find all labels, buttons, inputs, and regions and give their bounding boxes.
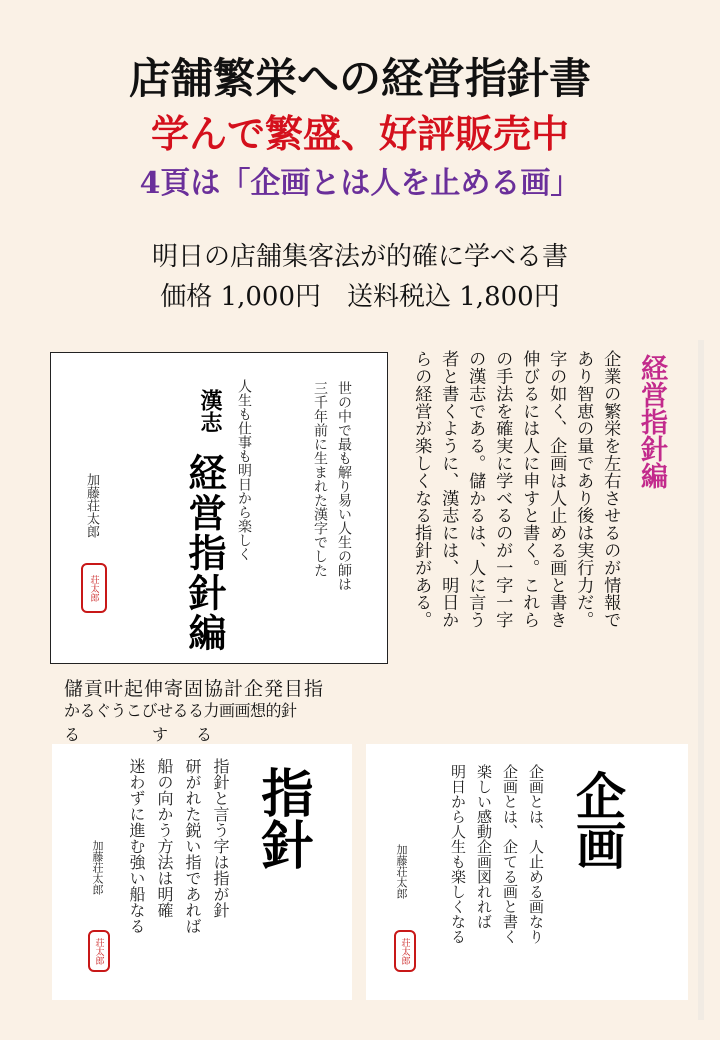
essay-title: 経営指針編 bbox=[636, 354, 667, 489]
page-description: 明日の店舗集客法が的確に学べる書 bbox=[151, 242, 568, 272]
essay-column: 字の如く、企画は人止める画と書き bbox=[546, 350, 567, 629]
essay-column: 者と書くように、漢志には、明日か bbox=[438, 350, 459, 629]
essay-column: らの経営が楽しくなる指針がある。 bbox=[411, 350, 432, 629]
essay-column: あり智恵の量であり後は実行力だ。 bbox=[573, 350, 594, 629]
main-card-line-3: 人生も仕事も明日から楽しく bbox=[236, 379, 252, 561]
price-line: 価格 1,000円 送料税込 1,800円 bbox=[160, 282, 560, 312]
edge-shadow bbox=[698, 340, 704, 1020]
shishin-card bbox=[52, 744, 352, 1000]
page-title: 店舗繁栄への経営指針書 bbox=[128, 54, 591, 103]
glossary-row-1: 儲貢叶起伸寄固協計企発目指 bbox=[64, 678, 325, 700]
main-card-seal: 荘太郎 bbox=[81, 563, 107, 613]
kikaku-big: 企画 bbox=[568, 770, 627, 870]
shishin-line: 船の向かう方法は明確 bbox=[155, 758, 174, 918]
kikaku-line: 企画とは、企てる画と書く bbox=[501, 764, 519, 944]
main-card-keiei-shishin: 経営指針編 bbox=[182, 453, 227, 653]
shishin-line: 迷わずに進む強い船なる bbox=[127, 758, 146, 934]
kikaku-line: 企画とは、人止める画なり bbox=[527, 764, 545, 944]
kikaku-line: 楽しい感動企画図れれば bbox=[475, 764, 493, 929]
shishin-big: 指針 bbox=[252, 766, 313, 870]
kikaku-line: 明日から人生も楽しくなる bbox=[449, 764, 467, 944]
page-note: 4頁は「企画とは人を止める画」 bbox=[139, 166, 581, 201]
shishin-line: 研がれた鋭い指であれば bbox=[183, 758, 202, 934]
kikaku-seal: 荘太郎 bbox=[394, 930, 416, 972]
shishin-line: 指針と言う字は指が針 bbox=[211, 758, 230, 918]
main-card-line-2: 三千年前に生まれた漢字でした bbox=[312, 381, 328, 577]
main-card-kanshi: 漢志 bbox=[197, 389, 223, 433]
glossary-row-3: る す る bbox=[64, 725, 219, 744]
main-card-line-1: 世の中で最も解り易い人生の師は bbox=[336, 381, 352, 591]
shishin-seal: 荘太郎 bbox=[88, 930, 110, 972]
kikaku-author: 加藤荘太郎 bbox=[395, 844, 408, 899]
shishin-author: 加藤荘太郎 bbox=[91, 840, 104, 895]
glossary-row-2: かるぐうこびせるる力画画想的針 bbox=[64, 701, 297, 720]
essay-column: の手法を確実に学べるのが一字一字 bbox=[492, 350, 513, 629]
page-subtitle: 学んで繁盛、好評販売中 bbox=[150, 111, 569, 156]
essay-column: 伸びるには人に申すと書く。これら bbox=[519, 350, 540, 629]
essay-column: の漢志である。儲かるは、人に言う bbox=[465, 350, 486, 629]
essay-column: 企業の繁栄を左右させるのが情報で bbox=[600, 350, 621, 629]
main-calligraphy-card bbox=[50, 352, 388, 664]
main-card-author: 加藤荘太郎 bbox=[84, 473, 99, 538]
kikaku-card bbox=[366, 744, 688, 1000]
